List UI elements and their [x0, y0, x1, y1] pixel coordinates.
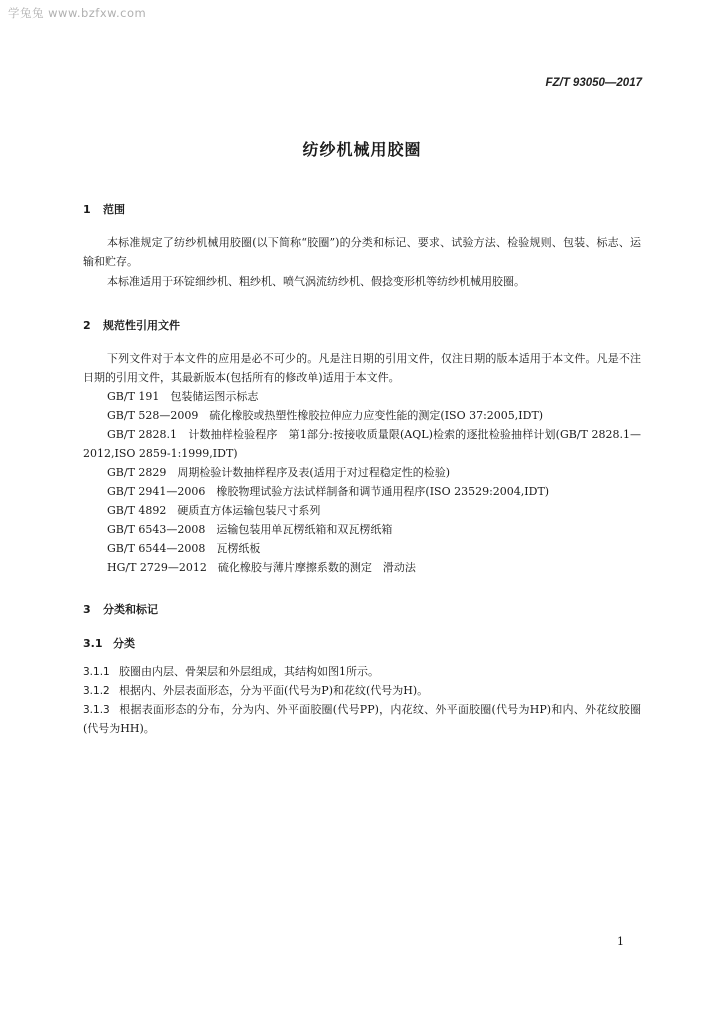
- document-title: 纺纱机械用胶圈: [302, 140, 422, 159]
- section-number: 2: [83, 319, 91, 332]
- reference-item: GB/T 528—2009 硫化橡胶或热塑性橡胶拉伸应力应变性能的测定(ISO 37:2005,IDT): [107, 409, 544, 422]
- paragraph: 本标准适用于环锭细纱机、粗纱机、喷气涡流纺纱机、假捻变形机等纺纱机械用胶圈。: [107, 275, 525, 288]
- paragraph: 下列文件对于本文件的应用是必不可少的。凡是注日期的引用文件，仅注日期的版本适用于本文件。凡是不注日期的引用文件，其最新版本(包括所有的修改单)适用于本文件。: [83, 352, 641, 384]
- section-3-heading: [83, 601, 158, 617]
- clause-item: [83, 663, 641, 682]
- reference-item: GB/T 191 包装储运图示标志: [107, 390, 259, 403]
- reference-item: HG/T 2729—2012 硫化橡胶与薄片摩擦系数的测定 滑动法: [107, 561, 416, 574]
- reference-item: GB/T 4892 硬质直方体运输包装尺寸系列: [107, 504, 321, 517]
- standard-code: FZ/T 93050—2017: [545, 77, 642, 89]
- clause-text: 根据表面形态的分布，分为内、外平面胶圈(代号PP)，内花纹、外平面胶圈(代号为HP)和内、外花纹胶圈(代号为HH)。: [83, 703, 641, 735]
- clause-item: [83, 701, 641, 738]
- reference-item: GB/T 2828.1 计数抽样检验程序 第1部分:按接收质量限(AQL)检索的逐批检验抽样计划(GB/T 2828.1—2012,ISO 2859-1:1999,IDT): [83, 428, 641, 460]
- subsection-3-1-heading: [83, 635, 135, 651]
- clause-text: 胶圈由内层、骨架层和外层组成，其结构如图1所示。: [119, 665, 379, 678]
- watermark: 学兔兔 www.bzfxw.com: [8, 6, 147, 20]
- reference-item: GB/T 6544—2008 瓦楞纸板: [107, 542, 261, 555]
- clause-text: 根据内、外层表面形态，分为平面(代号为P)和花纹(代号为H)。: [119, 684, 429, 697]
- clause-number: 3.1.1: [83, 666, 110, 678]
- subsection-number: 3.1: [83, 637, 103, 650]
- section-1-heading: [83, 201, 125, 217]
- paragraph: 本标准规定了纺纱机械用胶圈(以下简称“胶圈”)的分类和标记、要求、试验方法、检验规则、包装、标志、运输和贮存。: [83, 236, 641, 268]
- section-title: 规范性引用文件: [103, 319, 180, 332]
- reference-item: GB/T 6543—2008 运输包装用单瓦楞纸箱和双瓦楞纸箱: [107, 523, 393, 536]
- section-2-heading: [83, 317, 180, 333]
- clause-number: 3.1.3: [83, 704, 110, 716]
- section-title: 范围: [103, 203, 125, 216]
- section-number: 3: [83, 603, 91, 616]
- subsection-title: 分类: [113, 637, 135, 650]
- clause-number: 3.1.2: [83, 685, 110, 697]
- section-title: 分类和标记: [103, 603, 158, 616]
- section-number: 1: [83, 203, 91, 216]
- clause-item: [83, 682, 641, 701]
- page-number: 1: [617, 935, 624, 948]
- reference-item: GB/T 2941—2006 橡胶物理试验方法试样制备和调节通用程序(ISO 23529:2004,IDT): [107, 485, 550, 498]
- reference-item: GB/T 2829 周期检验计数抽样程序及表(适用于对过程稳定性的检验): [107, 466, 450, 479]
